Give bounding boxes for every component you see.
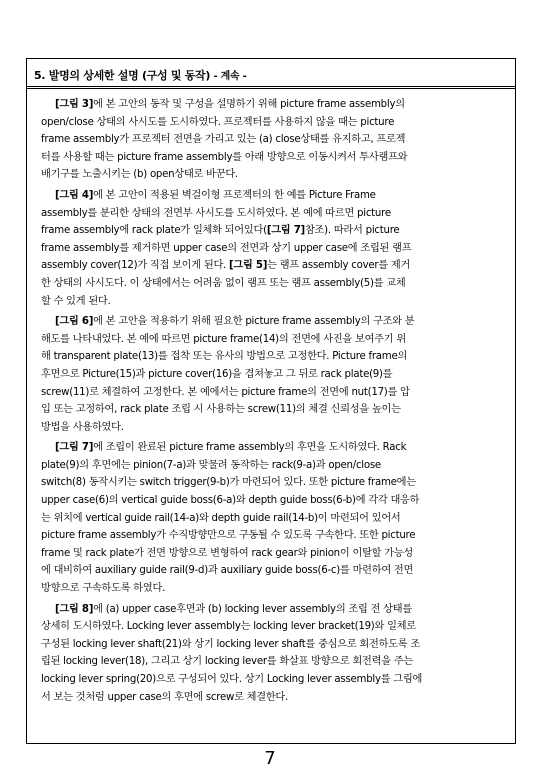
text-line bbox=[41, 474, 501, 492]
text-segment: 후면으로 Picture(15)과 picture cover(16)을 겹쳐놓고 그 뒤로 rack plate(9)를 bbox=[41, 368, 393, 380]
figure-reference: [그림 4] bbox=[55, 189, 94, 201]
page-number: 7 bbox=[264, 748, 276, 769]
text-line bbox=[41, 275, 501, 293]
body-text bbox=[27, 89, 515, 706]
text-line bbox=[41, 527, 501, 545]
text-line bbox=[41, 131, 501, 149]
text-segment: screw(11)로 체결하여 고정한다. 본 예에서는 picture frame의 전면에 nut(17)를 압 bbox=[41, 386, 410, 398]
text-segment: 는 위치에 vertical guide rail(14-a)와 depth guide rail(14-b)이 마련되어 있어서 bbox=[41, 512, 401, 524]
paragraph bbox=[41, 601, 501, 707]
text-segment: 방향으로 구속하도록 하였다. bbox=[41, 583, 166, 595]
text-segment: picture frame assembly가 수직방향만으로 구동될 수 있도록 구속한다. 또한 picture bbox=[41, 530, 416, 542]
text-line bbox=[41, 457, 501, 475]
continued-label: - 계속 - bbox=[213, 71, 247, 82]
text-line bbox=[41, 562, 501, 580]
text-segment: 서 보는 것처럼 upper case의 후면에 screw로 체결한다. bbox=[41, 691, 289, 703]
text-segment: 에 조립이 완료된 picture frame assembly의 후면을 도시하였다. Rack bbox=[93, 442, 407, 454]
text-line bbox=[41, 313, 501, 331]
text-segment: 한 상태의 사시도다. 이 상태에서는 어려움 없이 램프 또는 램프 assembly(5)를 교체 bbox=[41, 277, 406, 289]
text-segment: plate(9)의 후면에는 pinion(7-a)과 맞물려 동작하는 rack(9-a)과 open/close bbox=[41, 459, 381, 471]
text-segment: 에 본 고안의 동작 및 구성을 설명하기 위해 picture frame assembly의 bbox=[93, 99, 405, 110]
text-line bbox=[41, 114, 501, 132]
text-line bbox=[41, 636, 501, 654]
text-line bbox=[41, 205, 501, 223]
paragraph bbox=[41, 96, 501, 184]
figure-reference: [그림 3] bbox=[55, 99, 94, 110]
text-line bbox=[41, 618, 501, 636]
text-line bbox=[41, 366, 501, 384]
text-line bbox=[41, 293, 501, 311]
text-segment: assembly를 분리한 상태의 전면부 사시도를 도시하였다. 본 예에 따르면 picture bbox=[41, 207, 391, 219]
text-line bbox=[41, 653, 501, 671]
text-segment: frame assembly에 rack plate가 일체화 되어있다( bbox=[41, 225, 267, 237]
section-title: 5. 발명의 상세한 설명 (구성 및 동작) bbox=[34, 69, 211, 82]
text-line bbox=[41, 689, 501, 707]
text-line bbox=[41, 257, 501, 275]
text-line bbox=[41, 222, 501, 240]
section-header bbox=[27, 59, 515, 89]
text-segment: 에 본 고안을 적용하기 위해 필요한 picture frame assembly의 구조와 분 bbox=[93, 316, 415, 328]
text-segment: frame assembly를 제거하면 upper case의 전면과 상기 upper case에 조립된 램프 bbox=[41, 242, 412, 254]
text-line bbox=[41, 166, 501, 184]
text-line bbox=[41, 439, 501, 457]
text-line bbox=[41, 187, 501, 205]
text-segment: 배기구를 노출시키는 (b) open상태로 바꾼다. bbox=[41, 169, 238, 181]
text-segment: switch(8) 동작시키는 switch trigger(9-b)가 마련되어 있다. 또한 picture frame에는 bbox=[41, 477, 416, 489]
figure-reference: [그림 6] bbox=[55, 316, 94, 328]
text-segment: assembly cover(12)가 직접 보이게 된다. bbox=[41, 260, 230, 272]
text-segment: 입 또는 고정하여, rack plate 조립 시 사용하는 screw(11)의 체결 신뢰성을 높이는 bbox=[41, 404, 401, 416]
text-line bbox=[41, 671, 501, 689]
text-segment: frame assembly가 프로젝터 전면을 가리고 있는 (a) close상태를 유지하고, 프로젝 bbox=[41, 134, 406, 146]
text-line bbox=[41, 580, 501, 598]
text-line bbox=[41, 96, 501, 114]
document-frame bbox=[26, 58, 516, 744]
text-segment: 상세히 도시하였다. Locking lever assembly는 locking lever bracket(19)와 일체로 bbox=[41, 621, 416, 633]
figure-reference: [그림 7] bbox=[55, 442, 94, 454]
text-segment: 터를 사용할 때는 picture frame assembly를 아래 방향으로 이동시켜서 투사램프와 bbox=[41, 151, 408, 163]
text-line bbox=[41, 492, 501, 510]
paragraph bbox=[41, 439, 501, 597]
text-segment: 립된 locking lever(18), 그리고 상기 locking lever를 화살표 방향으로 회전력을 주는 bbox=[41, 656, 413, 668]
text-line bbox=[41, 601, 501, 619]
figure-reference: [그림 8] bbox=[55, 603, 94, 615]
paragraph bbox=[41, 313, 501, 436]
text-segment: 는 램프 assembly cover를 제거 bbox=[267, 260, 411, 272]
text-segment: 참조). 따라서 picture bbox=[304, 225, 400, 237]
text-segment: 해 transparent plate(13)를 접착 또는 유사의 방법으로 고정한다. Picture frame의 bbox=[41, 351, 408, 363]
figure-reference: [그림 5] bbox=[229, 260, 268, 272]
text-line bbox=[41, 401, 501, 419]
text-line bbox=[41, 348, 501, 366]
text-line bbox=[41, 240, 501, 258]
text-segment: upper case(6)의 vertical guide boss(6-a)와 depth guide boss(6-b)에 각각 대응하 bbox=[41, 495, 420, 507]
text-segment: frame 및 rack plate가 전면 방향으로 변형하여 rack gear와 pinion이 이탈할 가능성 bbox=[41, 547, 414, 559]
text-line bbox=[41, 149, 501, 167]
text-line bbox=[41, 545, 501, 563]
text-segment: 방법을 사용하였다. bbox=[41, 421, 124, 433]
figure-reference: [그림 7] bbox=[266, 225, 305, 237]
text-segment: open/close 상태의 사시도를 도시하였다. 프로젝터를 사용하지 않을 때는 picture bbox=[41, 116, 395, 128]
paragraph bbox=[41, 187, 501, 310]
text-segment: 에 (a) upper case후면과 (b) locking lever assembly의 조립 전 상태를 bbox=[93, 603, 412, 615]
text-line bbox=[41, 331, 501, 349]
text-line bbox=[41, 419, 501, 437]
text-segment: 해도를 나타내었다. 본 예에 따르면 picture frame(14)의 전면에 사진을 보여주기 위 bbox=[41, 333, 406, 345]
text-line bbox=[41, 384, 501, 402]
text-segment: 에 본 고안이 적용된 벽걸이형 프로젝터의 한 예를 Picture Frame bbox=[93, 189, 376, 201]
text-segment: 할 수 있게 된다. bbox=[41, 295, 111, 307]
text-segment: locking lever spring(20)으로 구성되어 있다. 상기 Locking lever assembly를 그림에 bbox=[41, 674, 423, 685]
text-line bbox=[41, 510, 501, 528]
text-segment: 에 대비하여 auxiliary guide rail(9-d)과 auxiliary guide boss(6-c)를 마련하여 전면 bbox=[41, 565, 414, 577]
text-segment: 구성된 locking lever shaft(21)와 상기 locking lever shaft를 중심으로 회전하도록 조 bbox=[41, 638, 420, 650]
